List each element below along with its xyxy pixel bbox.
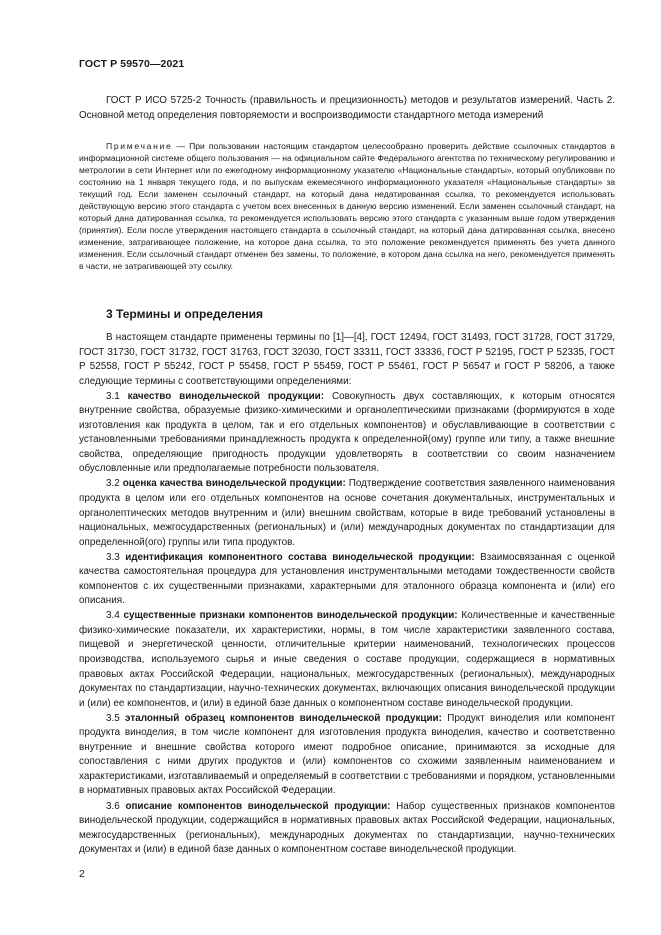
term-name: оценка качества винодельческой продукции:	[122, 478, 346, 490]
section-terms	[79, 307, 615, 858]
term-3-5	[79, 712, 615, 799]
term-3-3	[79, 551, 615, 609]
term-name: описание компонентов винодельческой продукции:	[125, 800, 391, 812]
term-definition: Взаимосвязанная с оценкой качества самостоятельная процедура для установления инструментальными методами тождественности свойств компонентов с их существенными признаками, характерными для эталонного образца компонента и (или) его описания.	[79, 551, 615, 607]
term-name: эталонный образец компонентов винодельческой продукции:	[125, 712, 442, 724]
term-number: 3.2	[106, 478, 123, 490]
term-3-4	[79, 609, 615, 711]
term-definition: Подтверждение соответствия заявленного наименования продукта в целом или его отдельных компонентов на основе сочетания документальных, инструментальных и органолептических методов внутренним и (или) внешним свойствам, которые в виде требований установлены в национальных, межгосударственных (региональных) и (или) международных документах по стандартизации для определенной(ого) группы или типа продуктов.	[79, 478, 615, 548]
term-number: 3.4	[106, 610, 124, 622]
term-name: идентификация компонентного состава винодельческой продукции:	[125, 551, 475, 563]
document-header: ГОСТ Р 59570—2021	[79, 58, 185, 70]
term-3-2	[79, 477, 615, 550]
term-definition: Набор существенных признаков компонентов винодельческой продукции, содержащийся в нормативных правовых актах Российской Федерации, национальных, межгосударственных (региональных), международных документах по стандартизации, научно-технических документах и (или) в единой базе данных о компонентном составе винодельческой продукции.	[79, 800, 615, 856]
term-definition: Совокупность двух составляющих, к которым относятся внутренние свойства, образуемые физико-химическими и органолептическими признаками (формируются в ходе изготовления как продукта в целом, так и его отдельных компонентов) и обуславливающие в соответствии с установленными требованиями принадлежность продукта к определенной(ому) группе или типу, а также внешние свойства, определяющие пригодность продукции удовлетворять в соответствии со своим назначением обусловленные или предполагаемые потребности пользователя.	[79, 390, 615, 475]
term-number: 3.1	[106, 390, 128, 402]
term-name: качество винодельческой продукции:	[127, 390, 325, 402]
term-3-1	[79, 390, 615, 477]
term-number: 3.6	[106, 800, 126, 812]
note-text: — При пользовании настоящим стандартом целесообразно проверить действие ссылочных стандартов в информационной системе общего пользования — на официальном сайте Федерального агентства по техническому регулированию и метрологии в сети Интернет или по ежегодному информационному указателю «Национальные стандарты», который опубликован по состоянию на 1 января текущего года, и по выпускам ежемесячного информационного указателя «Национальные стандарты» за текущий год. Если заменен ссылочный стандарт, на который дана недатированная ссылка, то рекомендуется использовать действующую версию этого стандарта с учетом всех внесенных в данную версию изменений. Если заменен ссылочный стандарт, на который дана датированная ссылка, то рекомендуется использовать версию этого стандарта с указанным выше годом утверждения (принятия). Если после утверждения настоящего стандарта в ссылочный стандарт, на который дана датированная ссылка, внесено изменение, затрагивающее положение, на которое дана ссылка, то это положение рекомендуется применять без учета данного изменения. Если ссылочный стандарт отменен без замены, то положение, в котором дана ссылка на него, рекомендуется применять в части, не затрагивающей эту ссылку.	[79, 141, 615, 272]
page-number: 2	[79, 868, 85, 880]
term-name: существенные признаки компонентов винодельческой продукции:	[123, 610, 458, 622]
term-number: 3.5	[106, 712, 126, 724]
section-intro: В настоящем стандарте применены термины по [1]—[4], ГОСТ 12494, ГОСТ 31493, ГОСТ 31728, ГОСТ 31729, ГОСТ 31730, ГОСТ 31732, ГОСТ 31763, ГОСТ 32030, ГОСТ 33311, ГОСТ 33336, ГОСТ Р 52195, ГОСТ Р 52335, ГОСТ Р 52558, ГОСТ Р 55242, ГОСТ Р 55458, ГОСТ Р 55459, ГОСТ Р 55461, ГОСТ Р 56547 и ГОСТ Р 58206, а также следующие термины с соответствующими определениями:	[79, 332, 615, 387]
term-3-6	[79, 800, 615, 858]
section-title: 3 Термины и определения	[106, 307, 264, 321]
term-definition: Продукт виноделия или компонент продукта виноделия, в том числе компонент для изготовления продукта виноделия, качество и соответственно внутренние и внешние свойства которого имеют подробное описание, принимаются за исходные для сопоставления с ними других продуктов и (или) компонентов со схожими заявленным наименованием и характеристиками, изготавливаемый и определяемый в соответствии с требованиями и порядком, установленными в нормативных правовых актах Российской Федерации.	[79, 712, 615, 797]
note-paragraph	[79, 140, 615, 273]
term-definition: Количественные и качественные физико-химические показатели, их характеристики, нормы, в том числе характеристики заявленного состава, пищевой и энергетической ценности, отличительные критерии наименований, технологических процессов производства, используемого сырья и иные сведения о составе продукции, содержащиеся в нормативных правовых актах Российской Федерации, национальных, межгосударственных (региональных), международных документах по стандартизации, научно-технических документах, включающих описания винодельческой продукции и (или) ее компонентов, и (или) в единой базе данных о компонентном составе винодельческой продукции.	[79, 610, 615, 709]
note-label: Примечание	[106, 141, 173, 151]
term-number: 3.3	[106, 551, 126, 563]
reference-entry: ГОСТ Р ИСО 5725-2 Точность (правильность и прецизионность) методов и результатов измерений. Часть 2. Основной метод определения повторяемости и воспроизводимости стандартного метода измерений	[79, 95, 615, 121]
